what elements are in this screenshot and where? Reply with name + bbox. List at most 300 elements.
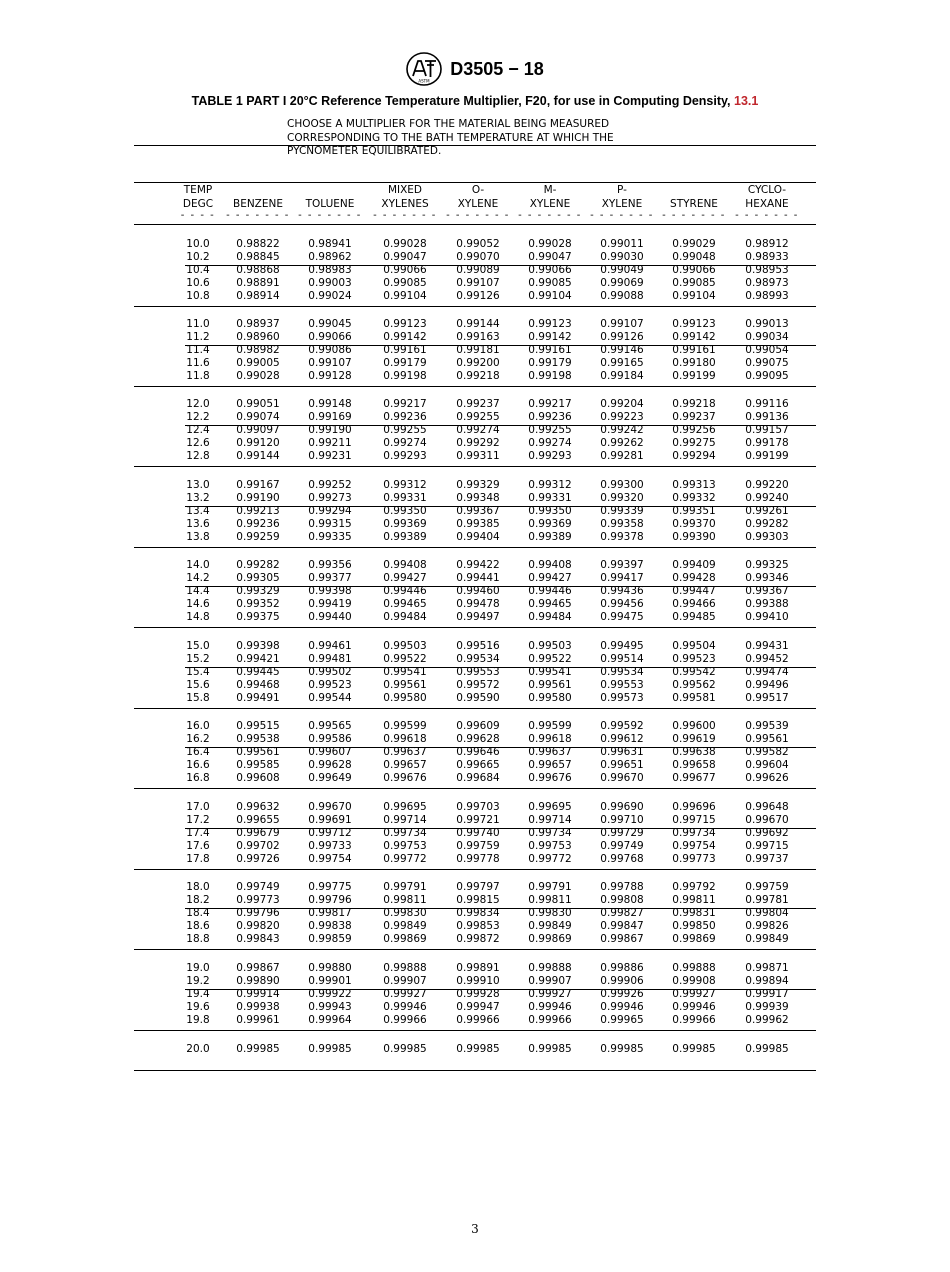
- multiplier-cell: 0.99592: [600, 720, 644, 732]
- multiplier-cell: 0.99609: [456, 720, 500, 732]
- temp-cell: 12.8: [186, 450, 210, 463]
- multiplier-cell: 0.99242: [600, 424, 644, 437]
- temp-cell: 17.2: [186, 814, 210, 827]
- multiplier-cell: 0.99126: [600, 331, 644, 344]
- astm-logo-icon: [406, 52, 442, 86]
- multiplier-cell: 0.99085: [383, 277, 427, 290]
- multiplier-cell: 0.99311: [456, 450, 500, 463]
- multiplier-cell: 0.99231: [308, 450, 352, 463]
- multiplier-cell: 0.99754: [308, 853, 352, 866]
- multiplier-cell: 0.99637: [528, 746, 572, 759]
- temp-cell: 13.8: [186, 531, 210, 544]
- multiplier-cell: 0.99085: [528, 277, 572, 290]
- multiplier-cell: 0.99303: [745, 531, 789, 544]
- multiplier-cell: 0.99356: [308, 559, 352, 571]
- multiplier-cell: 0.99820: [236, 920, 280, 933]
- multiplier-cell: 0.99274: [528, 437, 572, 450]
- multiplier-cell: 0.99677: [672, 772, 716, 785]
- column-header-line1: MIXED: [387, 184, 423, 196]
- multiplier-cell: 0.99070: [456, 251, 500, 264]
- instructions-rule: [134, 145, 816, 146]
- temp-cell: 19.6: [186, 1001, 210, 1014]
- multiplier-cell: 0.99313: [672, 479, 716, 491]
- multiplier-cell: 0.99452: [745, 653, 789, 666]
- multiplier-cell: 0.99985: [236, 1043, 280, 1055]
- multiplier-cell: 0.99075: [745, 357, 789, 370]
- multiplier-cell: 0.99049: [600, 264, 644, 277]
- multiplier-cell: 0.99213: [236, 505, 280, 518]
- multiplier-cell: 0.99850: [672, 920, 716, 933]
- multiplier-cell: 0.99778: [456, 853, 500, 866]
- multiplier-cell: 0.99586: [308, 733, 352, 746]
- temp-cell: 18.4: [186, 907, 210, 920]
- column-dash-separator: - - - - - - -: [735, 210, 799, 221]
- multiplier-cell: 0.99928: [456, 988, 500, 1001]
- multiplier-cell: 0.99190: [236, 492, 280, 505]
- multiplier-cell: 0.99348: [456, 492, 500, 505]
- multiplier-cell: 0.99604: [745, 759, 789, 772]
- multiplier-cell: 0.99966: [456, 1014, 500, 1027]
- multiplier-cell: 0.99710: [600, 814, 644, 827]
- multiplier-cell: 0.99946: [528, 1001, 572, 1014]
- temp-cell: 17.6: [186, 840, 210, 853]
- multiplier-cell: 0.99938: [236, 1001, 280, 1014]
- multiplier-cell: 0.99028: [528, 238, 572, 250]
- multiplier-cell: 0.99544: [308, 692, 352, 705]
- column-header-line1: O-: [471, 184, 485, 196]
- multiplier-cell: 0.99553: [600, 679, 644, 692]
- group-separator-rule: [134, 1030, 816, 1031]
- temp-cell: 10.4: [186, 264, 210, 277]
- multiplier-cell: 0.99869: [672, 933, 716, 946]
- multiplier-cell: 0.99378: [600, 531, 644, 544]
- svg-text:ASTM: ASTM: [418, 78, 430, 84]
- temp-cell: 19.4: [186, 988, 210, 1001]
- multiplier-cell: 0.99715: [745, 840, 789, 853]
- temp-cell: 15.2: [186, 653, 210, 666]
- multiplier-cell: 0.98937: [236, 318, 280, 330]
- multiplier-cell: 0.99811: [528, 894, 572, 907]
- multiplier-cell: 0.99849: [528, 920, 572, 933]
- multiplier-cell: 0.99890: [236, 975, 280, 988]
- multiplier-cell: 0.98982: [236, 344, 280, 357]
- multiplier-cell: 0.99502: [308, 666, 352, 679]
- column-dash-separator: - - - - - - -: [226, 210, 290, 221]
- multiplier-cell: 0.99651: [600, 759, 644, 772]
- multiplier-cell: 0.99475: [600, 611, 644, 624]
- multiplier-cell: 0.99329: [456, 479, 500, 491]
- multiplier-cell: 0.99385: [456, 518, 500, 531]
- multiplier-cell: 0.99838: [308, 920, 352, 933]
- multiplier-cell: 0.99869: [383, 933, 427, 946]
- multiplier-cell: 0.99024: [308, 290, 352, 303]
- temp-cell: 13.2: [186, 492, 210, 505]
- multiplier-cell: 0.99966: [528, 1014, 572, 1027]
- column-dash-separator: - - - - - - -: [373, 210, 437, 221]
- multiplier-cell: 0.99966: [672, 1014, 716, 1027]
- multiplier-cell: 0.99339: [600, 505, 644, 518]
- temp-cell: 15.8: [186, 692, 210, 705]
- multiplier-cell: 0.99367: [745, 585, 789, 598]
- multiplier-cell: 0.99466: [672, 598, 716, 611]
- multiplier-cell: 0.99906: [600, 975, 644, 988]
- multiplier-cell: 0.99281: [600, 450, 644, 463]
- temp-cell: 10.8: [186, 290, 210, 303]
- multiplier-cell: 0.99734: [672, 827, 716, 840]
- multiplier-cell: 0.99817: [308, 907, 352, 920]
- multiplier-cell: 0.99712: [308, 827, 352, 840]
- multiplier-cell: 0.99274: [456, 424, 500, 437]
- multiplier-cell: 0.99965: [600, 1014, 644, 1027]
- column-header-line1: P-: [617, 184, 627, 196]
- multiplier-cell: 0.99867: [236, 962, 280, 974]
- multiplier-cell: 0.99516: [456, 640, 500, 652]
- multiplier-cell: 0.99320: [600, 492, 644, 505]
- multiplier-cell: 0.98941: [308, 238, 352, 250]
- multiplier-cell: 0.99370: [672, 518, 716, 531]
- multiplier-cell: 0.99390: [672, 531, 716, 544]
- multiplier-cell: 0.98891: [236, 277, 280, 290]
- multiplier-cell: 0.99946: [672, 1001, 716, 1014]
- group-separator-rule: [134, 788, 816, 789]
- multiplier-cell: 0.99791: [383, 881, 427, 893]
- multiplier-cell: 0.99888: [383, 962, 427, 974]
- multiplier-cell: 0.99600: [672, 720, 716, 732]
- multiplier-cell: 0.99128: [308, 370, 352, 383]
- multiplier-cell: 0.99190: [308, 424, 352, 437]
- temp-cell: 11.6: [186, 357, 210, 370]
- multiplier-cell: 0.99572: [456, 679, 500, 692]
- multiplier-cell: 0.99144: [456, 318, 500, 330]
- multiplier-cell: 0.99293: [528, 450, 572, 463]
- temp-cell: 14.6: [186, 598, 210, 611]
- multiplier-cell: 0.99749: [600, 840, 644, 853]
- multiplier-cell: 0.99123: [672, 318, 716, 330]
- multiplier-cell: 0.99410: [745, 611, 789, 624]
- document-header: [0, 52, 950, 86]
- multiplier-cell: 0.99901: [308, 975, 352, 988]
- multiplier-cell: 0.99962: [745, 1014, 789, 1027]
- multiplier-cell: 0.99631: [600, 746, 644, 759]
- multiplier-cell: 0.99066: [528, 264, 572, 277]
- multiplier-cell: 0.99628: [308, 759, 352, 772]
- multiplier-cell: 0.99421: [236, 653, 280, 666]
- multiplier-cell: 0.99465: [383, 598, 427, 611]
- multiplier-cell: 0.99894: [745, 975, 789, 988]
- multiplier-cell: 0.99120: [236, 437, 280, 450]
- temp-cell: 16.6: [186, 759, 210, 772]
- multiplier-cell: 0.99657: [528, 759, 572, 772]
- multiplier-cell: 0.99315: [308, 518, 352, 531]
- column-dash-separator: - - - - - - -: [662, 210, 726, 221]
- group-separator-rule: [134, 547, 816, 548]
- multiplier-cell: 0.99665: [456, 759, 500, 772]
- multiplier-cell: 0.99255: [383, 424, 427, 437]
- multiplier-cell: 0.99157: [745, 424, 789, 437]
- multiplier-cell: 0.99275: [672, 437, 716, 450]
- table-instructions: [287, 118, 614, 159]
- multiplier-cell: 0.99097: [236, 424, 280, 437]
- multiplier-cell: 0.99599: [528, 720, 572, 732]
- multiplier-cell: 0.99695: [528, 801, 572, 813]
- multiplier-cell: 0.99907: [383, 975, 427, 988]
- multiplier-cell: 0.99445: [236, 666, 280, 679]
- multiplier-cell: 0.98983: [308, 264, 352, 277]
- multiplier-cell: 0.99542: [672, 666, 716, 679]
- multiplier-cell: 0.99734: [383, 827, 427, 840]
- multiplier-cell: 0.99047: [383, 251, 427, 264]
- multiplier-cell: 0.99398: [236, 640, 280, 652]
- multiplier-cell: 0.99066: [308, 331, 352, 344]
- multiplier-cell: 0.99468: [236, 679, 280, 692]
- multiplier-cell: 0.99085: [672, 277, 716, 290]
- group-separator-rule: [134, 386, 816, 387]
- multiplier-cell: 0.99696: [672, 801, 716, 813]
- multiplier-cell: 0.99759: [456, 840, 500, 853]
- multiplier-cell: 0.99369: [383, 518, 427, 531]
- multiplier-cell: 0.99028: [236, 370, 280, 383]
- multiplier-cell: 0.99331: [528, 492, 572, 505]
- multiplier-cell: 0.99200: [456, 357, 500, 370]
- multiplier-cell: 0.98845: [236, 251, 280, 264]
- temp-cell: 16.2: [186, 733, 210, 746]
- multiplier-cell: 0.99461: [308, 640, 352, 652]
- multiplier-cell: 0.99261: [745, 505, 789, 518]
- multiplier-cell: 0.99797: [456, 881, 500, 893]
- multiplier-cell: 0.99351: [672, 505, 716, 518]
- multiplier-cell: 0.99003: [308, 277, 352, 290]
- multiplier-cell: 0.98962: [308, 251, 352, 264]
- multiplier-cell: 0.99792: [672, 881, 716, 893]
- multiplier-cell: 0.99985: [456, 1043, 500, 1055]
- multiplier-cell: 0.99808: [600, 894, 644, 907]
- multiplier-cell: 0.99484: [528, 611, 572, 624]
- multiplier-cell: 0.99104: [383, 290, 427, 303]
- multiplier-cell: 0.99523: [308, 679, 352, 692]
- temp-cell: 17.8: [186, 853, 210, 866]
- multiplier-cell: 0.99066: [383, 264, 427, 277]
- multiplier-cell: 0.99886: [600, 962, 644, 974]
- temp-cell: 13.4: [186, 505, 210, 518]
- temp-cell: 19.2: [186, 975, 210, 988]
- page-number: 3: [471, 1222, 479, 1236]
- multiplier-cell: 0.98914: [236, 290, 280, 303]
- multiplier-cell: 0.99107: [456, 277, 500, 290]
- multiplier-cell: 0.99985: [308, 1043, 352, 1055]
- multiplier-cell: 0.99646: [456, 746, 500, 759]
- multiplier-cell: 0.99791: [528, 881, 572, 893]
- column-header-line1: [295, 184, 365, 198]
- multiplier-cell: 0.99847: [600, 920, 644, 933]
- multiplier-cell: 0.99446: [528, 585, 572, 598]
- multiplier-cell: 0.99702: [236, 840, 280, 853]
- temp-cell: 14.4: [186, 585, 210, 598]
- multiplier-cell: 0.98960: [236, 331, 280, 344]
- multiplier-cell: 0.99178: [745, 437, 789, 450]
- multiplier-cell: 0.98973: [745, 277, 789, 290]
- multiplier-cell: 0.99670: [308, 801, 352, 813]
- multiplier-cell: 0.99282: [236, 559, 280, 571]
- group-separator-rule: [134, 306, 816, 307]
- multiplier-cell: 0.99005: [236, 357, 280, 370]
- multiplier-cell: 0.99398: [308, 585, 352, 598]
- instruction-line: PYCNOMETER EQUILIBRATED.: [287, 145, 442, 157]
- column-header: [732, 184, 802, 211]
- instruction-line: CORRESPONDING TO THE BATH TEMPERATURE AT WHICH THE: [287, 131, 614, 144]
- multiplier-cell: 0.99485: [672, 611, 716, 624]
- instruction-line: CHOOSE A MULTIPLIER FOR THE MATERIAL BEING MEASURED: [287, 118, 610, 130]
- column-dash-separator: - - - -: [180, 210, 216, 221]
- multiplier-cell: 0.99880: [308, 962, 352, 974]
- multiplier-cell: 0.99859: [308, 933, 352, 946]
- column-header-line2: HEXANE: [745, 197, 789, 210]
- multiplier-cell: 0.99703: [456, 801, 500, 813]
- column-header-line1: TEMP: [183, 184, 213, 196]
- multiplier-cell: 0.99199: [672, 370, 716, 383]
- multiplier-cell: 0.99964: [308, 1014, 352, 1027]
- multiplier-cell: 0.99088: [600, 290, 644, 303]
- multiplier-cell: 0.99051: [236, 398, 280, 410]
- temp-cell: 12.4: [186, 424, 210, 437]
- multiplier-cell: 0.99581: [672, 692, 716, 705]
- multiplier-cell: 0.99474: [745, 666, 789, 679]
- table-top-rule: [134, 182, 816, 183]
- multiplier-cell: 0.99599: [383, 720, 427, 732]
- multiplier-cell: 0.99888: [528, 962, 572, 974]
- temp-cell: 11.2: [186, 331, 210, 344]
- multiplier-cell: 0.99375: [236, 611, 280, 624]
- multiplier-cell: 0.99237: [456, 398, 500, 410]
- multiplier-cell: 0.99891: [456, 962, 500, 974]
- temp-cell: 14.2: [186, 572, 210, 585]
- column-header-line2: STYRENE: [670, 197, 718, 210]
- multiplier-cell: 0.99350: [383, 505, 427, 518]
- multiplier-cell: 0.99607: [308, 746, 352, 759]
- multiplier-cell: 0.99029: [672, 238, 716, 250]
- multiplier-cell: 0.99204: [600, 398, 644, 410]
- multiplier-cell: 0.99217: [528, 398, 572, 410]
- multiplier-cell: 0.99539: [745, 720, 789, 732]
- temp-cell: 11.4: [186, 344, 210, 357]
- multiplier-cell: 0.99397: [600, 559, 644, 571]
- multiplier-cell: 0.99740: [456, 827, 500, 840]
- column-dash-separator: - - - - - - -: [590, 210, 654, 221]
- column-header-line1: M-: [543, 184, 557, 196]
- multiplier-cell: 0.99626: [745, 772, 789, 785]
- multiplier-cell: 0.99804: [745, 907, 789, 920]
- column-header: [295, 184, 365, 211]
- multiplier-cell: 0.99179: [383, 357, 427, 370]
- multiplier-cell: 0.99045: [308, 318, 352, 330]
- multiplier-cell: 0.99460: [456, 585, 500, 598]
- multiplier-cell: 0.99181: [456, 344, 500, 357]
- multiplier-cell: 0.99104: [528, 290, 572, 303]
- multiplier-cell: 0.99107: [308, 357, 352, 370]
- multiplier-cell: 0.99011: [600, 238, 644, 250]
- multiplier-cell: 0.99074: [236, 411, 280, 424]
- multiplier-cell: 0.99522: [528, 653, 572, 666]
- multiplier-cell: 0.99259: [236, 531, 280, 544]
- column-header-line2: XYLENES: [381, 197, 429, 210]
- multiplier-cell: 0.99256: [672, 424, 716, 437]
- multiplier-cell: 0.99888: [672, 962, 716, 974]
- multiplier-cell: 0.99240: [745, 492, 789, 505]
- multiplier-cell: 0.99255: [528, 424, 572, 437]
- column-header: [443, 184, 513, 211]
- multiplier-cell: 0.99312: [383, 479, 427, 491]
- multiplier-cell: 0.99522: [383, 653, 427, 666]
- multiplier-cell: 0.99346: [745, 572, 789, 585]
- multiplier-cell: 0.99914: [236, 988, 280, 1001]
- multiplier-cell: 0.99585: [236, 759, 280, 772]
- multiplier-cell: 0.99985: [383, 1043, 427, 1055]
- multiplier-cell: 0.99670: [745, 814, 789, 827]
- multiplier-cell: 0.99377: [308, 572, 352, 585]
- column-header-line2: DEGC: [182, 197, 214, 210]
- multiplier-cell: 0.99495: [600, 640, 644, 652]
- multiplier-cell: 0.99163: [456, 331, 500, 344]
- multiplier-cell: 0.99534: [600, 666, 644, 679]
- column-header: [370, 184, 440, 211]
- multiplier-cell: 0.99946: [383, 1001, 427, 1014]
- multiplier-cell: 0.99199: [745, 450, 789, 463]
- multiplier-cell: 0.99676: [383, 772, 427, 785]
- multiplier-cell: 0.99553: [456, 666, 500, 679]
- multiplier-cell: 0.99180: [672, 357, 716, 370]
- multiplier-cell: 0.99350: [528, 505, 572, 518]
- multiplier-cell: 0.99404: [456, 531, 500, 544]
- multiplier-cell: 0.99217: [383, 398, 427, 410]
- multiplier-cell: 0.99223: [600, 411, 644, 424]
- multiplier-cell: 0.99781: [745, 894, 789, 907]
- multiplier-cell: 0.99695: [383, 801, 427, 813]
- multiplier-cell: 0.99853: [456, 920, 500, 933]
- temp-cell: 16.4: [186, 746, 210, 759]
- temp-cell: 15.4: [186, 666, 210, 679]
- multiplier-cell: 0.99484: [383, 611, 427, 624]
- temp-cell: 15.6: [186, 679, 210, 692]
- multiplier-cell: 0.99252: [308, 479, 352, 491]
- multiplier-cell: 0.99220: [745, 479, 789, 491]
- multiplier-cell: 0.99561: [745, 733, 789, 746]
- multiplier-cell: 0.99796: [308, 894, 352, 907]
- multiplier-cell: 0.99580: [528, 692, 572, 705]
- temp-cell: 19.8: [186, 1014, 210, 1027]
- temp-cell: 12.6: [186, 437, 210, 450]
- temp-cell: 20.0: [186, 1043, 210, 1055]
- multiplier-cell: 0.99869: [528, 933, 572, 946]
- multiplier-cell: 0.99167: [236, 479, 280, 491]
- multiplier-cell: 0.99431: [745, 640, 789, 652]
- multiplier-cell: 0.99618: [383, 733, 427, 746]
- multiplier-cell: 0.99274: [383, 437, 427, 450]
- multiplier-cell: 0.99161: [672, 344, 716, 357]
- multiplier-cell: 0.99692: [745, 827, 789, 840]
- multiplier-cell: 0.99796: [236, 907, 280, 920]
- multiplier-cell: 0.99161: [383, 344, 427, 357]
- multiplier-cell: 0.99922: [308, 988, 352, 1001]
- multiplier-cell: 0.99827: [600, 907, 644, 920]
- section-reference-link[interactable]: 13.1: [734, 94, 759, 108]
- multiplier-cell: 0.99691: [308, 814, 352, 827]
- multiplier-cell: 0.99534: [456, 653, 500, 666]
- multiplier-cell: 0.99775: [308, 881, 352, 893]
- multiplier-cell: 0.99054: [745, 344, 789, 357]
- multiplier-cell: 0.99618: [528, 733, 572, 746]
- column-header-line1: [223, 184, 293, 198]
- multiplier-cell: 0.99985: [528, 1043, 572, 1055]
- multiplier-cell: 0.99136: [745, 411, 789, 424]
